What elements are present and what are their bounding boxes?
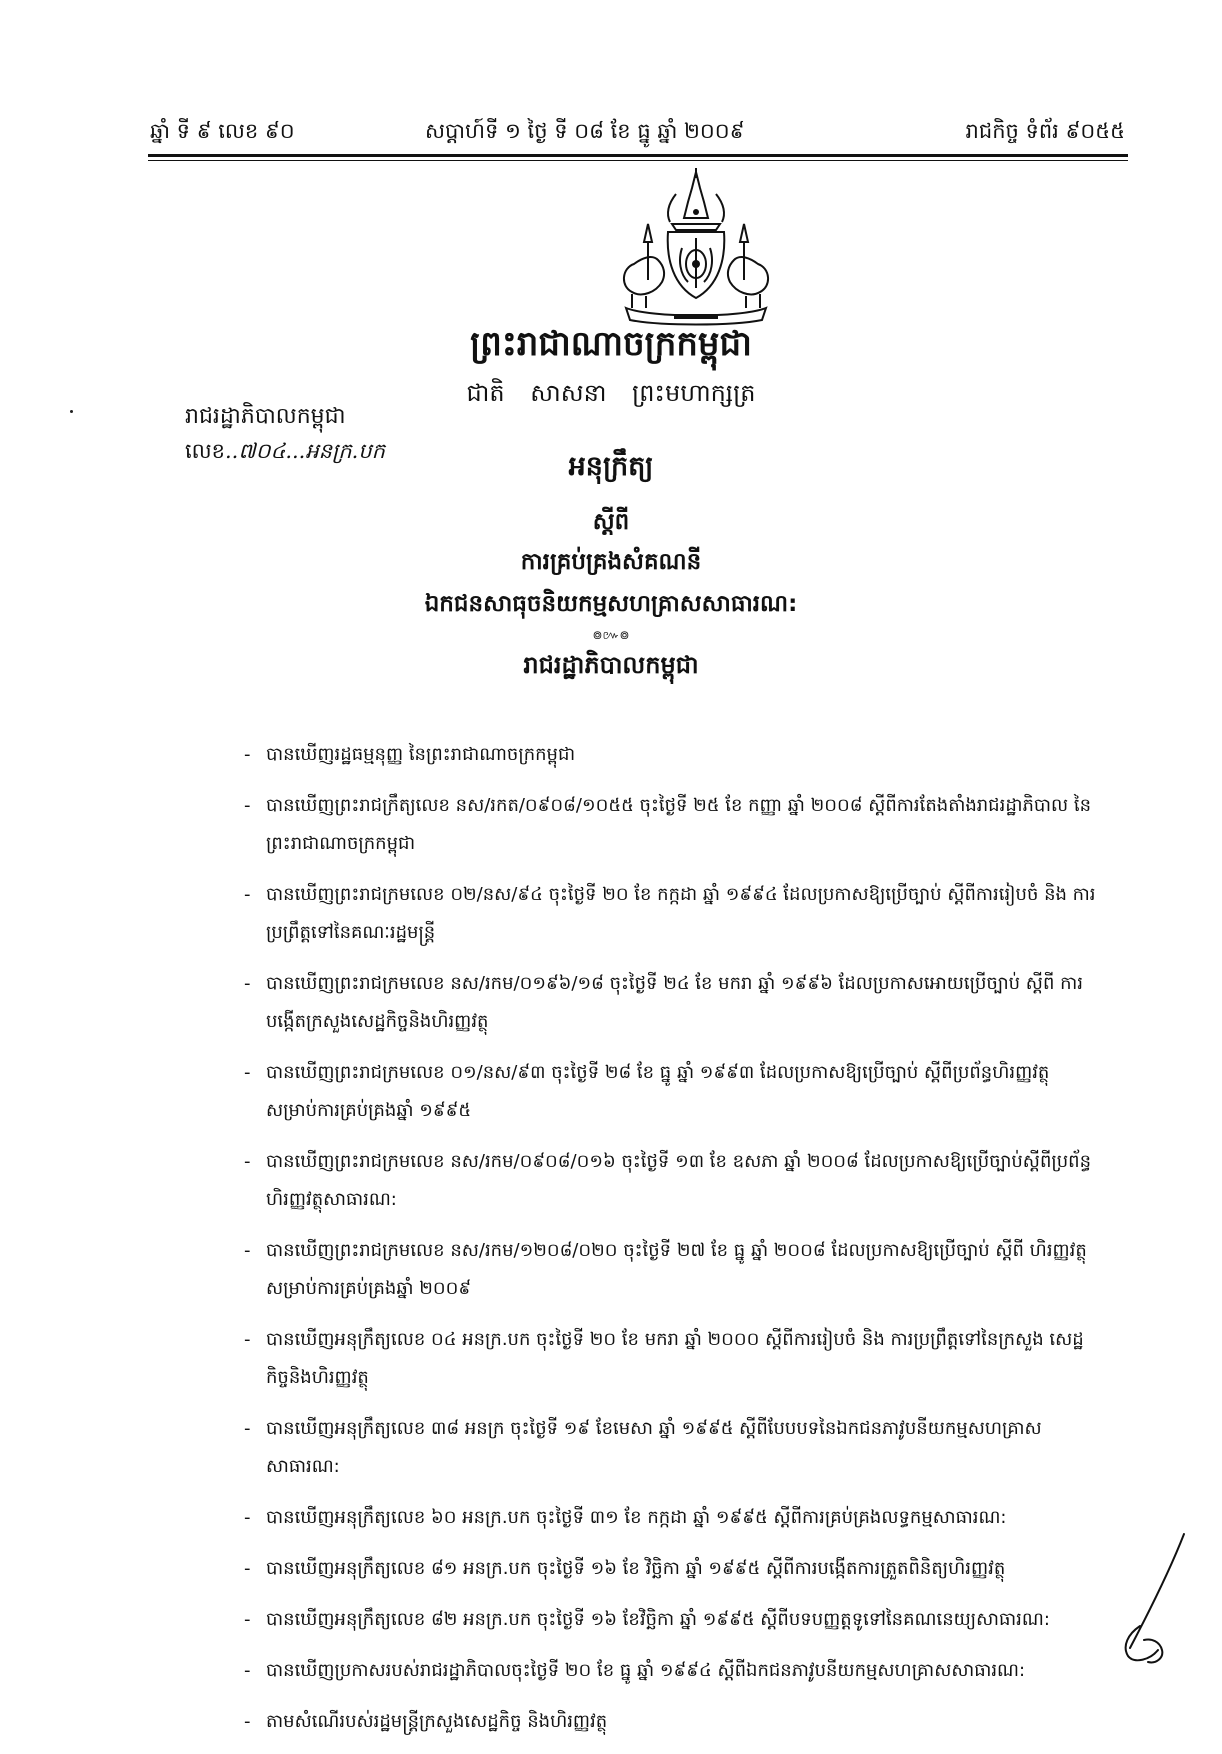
list-item: - បានឃើញអនុក្រឹត្យលេខ ៨២ អនក្រ.បក ចុះថ្ងៃទី ១៦ ខែវិច្ឆិកា ឆ្នាំ ១៩៩៥ ស្តីពីបទបញ្ញត្តទូទៅនៃគណនេយ្យសាធារណ: [244, 1601, 1104, 1639]
scan-speck [70, 410, 73, 413]
kingdom-heading: ព្រះរាជាណាចក្រកម្ពុជា [470, 324, 752, 364]
authority-name: រាជរដ្ឋាភិបាលកម្ពុជា [185, 404, 346, 429]
reference-number: ..៧០៤...អនក្រ.បក [225, 439, 385, 463]
list-item: - បានឃើញព្រះរាជក្រមលេខ ០២/នស/៩៤ ចុះថ្ងៃទី ២០ ខែ កក្កដា ឆ្នាំ ១៩៩៤ ដែលប្រកាសឱ្យប្រើច្បាប់ ស្តីពីការរៀបចំ និង ការប្រព្រឹត្តទៅនៃគណៈរដ្ឋមន្ត្រី [244, 876, 1104, 952]
issue-date: សប្តាហ៍ទី ១ ថ្ងៃ ទី ០៨ ខែ ធ្នូ ឆ្នាំ ២០០៩ [425, 119, 745, 143]
list-item: - តាមសំណើរបស់រដ្ឋមន្ត្រីក្រសួងសេដ្ឋកិច្ច និងហិរញ្ញវត្ថុ [244, 1703, 1104, 1741]
list-item: - បានឃើញព្រះរាជក្រមលេខ ០១/នស/៩៣ ចុះថ្ងៃទី ២៨ ខែ ធ្នូ ឆ្នាំ ១៩៩៣ ដែលប្រកាសឱ្យប្រើច្បាប់ ស្តីពីប្រព័ន្ធហិរញ្ញវត្ថុ សម្រាប់ការគ្រប់គ្រងឆ្នាំ ១៩៩៥ [244, 1054, 1104, 1130]
list-item: - បានឃើញព្រះរាជក្រមលេខ នស/រកម/០៩០៨/០១៦ ចុះថ្ងៃទី ១៣ ខែ ឧសភា ឆ្នាំ ២០០៨ ដែលប្រកាសឱ្យប្រើច្បាប់ស្តីពីប្រព័ន្ធ ហិរញ្ញវត្ថុសាធារណ: [244, 1143, 1104, 1219]
preamble-clauses [244, 736, 1104, 1754]
list-item: - បានឃើញព្រះរាជក្រមលេខ នស/រកម/១២០៨/០២០ ចុះថ្ងៃទី ២៧ ខែ ធ្នូ ឆ្នាំ ២០០៨ ដែលប្រកាសឱ្យប្រើច្បាប់ ស្តីពី ហិរញ្ញវត្ថុសម្រាប់ការគ្រប់គ្រងឆ្នាំ ២០០៩ [244, 1232, 1104, 1308]
issue-number: ឆ្នាំ ទី ៩ លេខ ៩០ [150, 119, 295, 143]
list-item: - បានឃើញអនុក្រឹត្យលេខ ៣៨ អនក្រ ចុះថ្ងៃទី ១៩ ខែមេសា ឆ្នាំ ១៩៩៥ ស្តីពីបែបបទនៃឯកជនភាវូបនីយកម្មសហគ្រាសសាធារណ: [244, 1410, 1104, 1486]
subject-label: ស្តីពី [592, 509, 630, 535]
list-item: - បានឃើញព្រះរាជក្រមលេខ នស/រកម/០១៩៦/១៨ ចុះថ្ងៃទី ២៤ ខែ មករា ឆ្នាំ ១៩៩៦ ដែលប្រកាសអោយប្រើច្បាប់ ស្តីពី ការបង្កើតក្រសួងសេដ្ឋកិច្ចនិងហិរញ្ញវត្ថុ [244, 965, 1104, 1041]
royal-coat-of-arms-emblem [612, 168, 780, 328]
list-item: - បានឃើញព្រះរាជក្រឹត្យលេខ នស/រកត/០៩០៨/១០៥៥ ចុះថ្ងៃទី ២៥ ខែ កញ្ញា ឆ្នាំ ២០០៨ ស្តីពីការតែងតាំងរាជរដ្ឋាភិបាល នៃព្រះរាជាណាចក្រកម្ពុជា [244, 787, 1104, 863]
header-rule-thin [148, 160, 1128, 161]
topic-line-1: ការគ្រប់គ្រងសំគណនី [520, 549, 702, 575]
list-item: - បានឃើញអនុក្រឹត្យលេខ ០៤ អនក្រ.បក ចុះថ្ងៃទី ២០ ខែ មករា ឆ្នាំ ២០០០ ស្តីពីការរៀបចំ និង ការប្រព្រឹត្តទៅនៃក្រសួង សេដ្ឋកិច្ចនិងហិរញ្ញវត្ថុ [244, 1321, 1104, 1397]
topic-line-2: ឯកជនសាធុចនិយកម្មសហគ្រាសសាធារណ: [424, 591, 798, 617]
header-rule-thick [148, 154, 1128, 157]
page-number: រាជកិច្ច ទំព័រ ៩០៥៥ [965, 119, 1125, 143]
list-item: - បានឃើញរដ្ឋធម្មនុញ្ញ នៃព្រះរាជាណាចក្រកម្ពុជា [244, 736, 1104, 774]
list-item: - បានឃើញអនុក្រឹត្យលេខ ៦០ អនក្រ.បក ចុះថ្ងៃទី ៣១ ខែ កក្កដា ឆ្នាំ ១៩៩៥ ស្តីពីការគ្រប់គ្រងលទ្ធកម្មសាធារណ: [244, 1499, 1104, 1537]
national-motto: ជាតិ សាសនា ព្រះមហាក្សត្រ [466, 379, 756, 407]
handwritten-initials-signature [1100, 1530, 1192, 1670]
list-item: - បានឃើញអនុក្រឹត្យលេខ ៨១ អនក្រ.បក ចុះថ្ងៃទី ១៦ ខែ វិច្ឆិកា ឆ្នាំ ១៩៩៥ ស្តីពីការបង្កើតការត្រួតពិនិត្យហិរញ្ញវត្ថុ [244, 1550, 1104, 1588]
ornament-divider: ៙៚៙ [592, 628, 630, 642]
gazette-header [150, 112, 1125, 152]
document-title: អនុក្រឹត្យ [568, 451, 654, 482]
list-item: - បានឃើញប្រកាសរបស់រាជរដ្ឋាភិបាលចុះថ្ងៃទី ២០ ខែ ធ្នូ ឆ្នាំ ១៩៩៤ ស្តីពីឯកជនភាវូបនីយកម្មសហគ្រាសសាធារណ: [244, 1652, 1104, 1690]
issuer-heading: រាជរដ្ឋាភិបាលកម្ពុជា [523, 651, 699, 679]
reference-prefix: លេខ [185, 439, 225, 463]
